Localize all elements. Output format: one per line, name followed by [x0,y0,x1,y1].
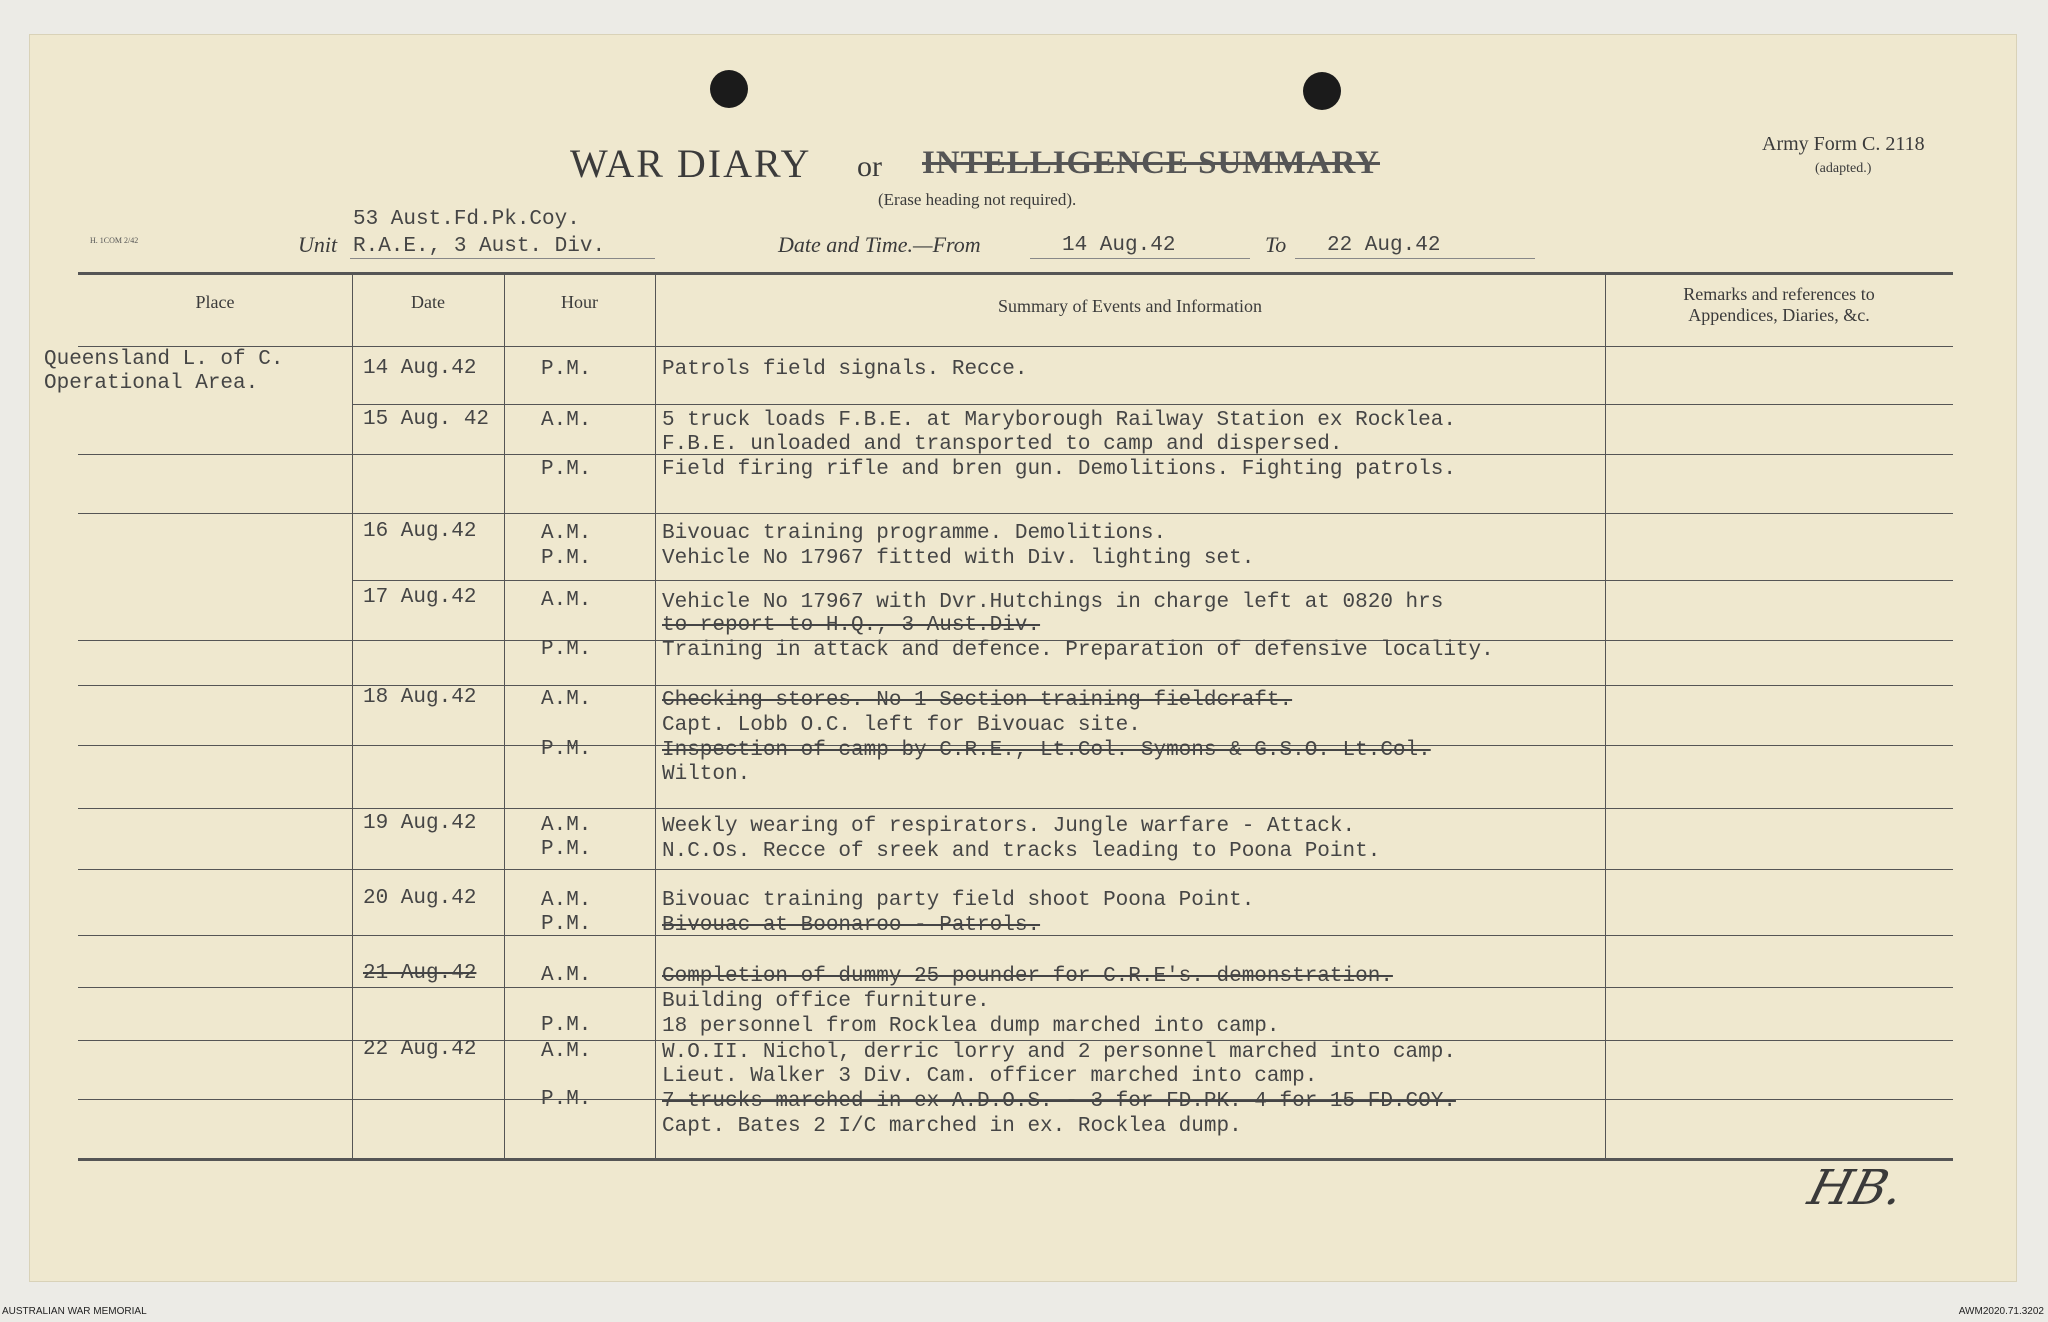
entry-summary: Patrols field signals. Recce. [662,358,1028,381]
entry-summary: Training in attack and defence. Preparation of defensive locality. [662,639,1494,662]
form-code: H. 1COM 2/42 [90,236,139,245]
entry-hour: P.M. [541,838,592,861]
date-from-underline [1030,258,1250,259]
row-rule [78,685,1953,686]
place-line2: Operational Area. [44,372,259,395]
row-rule [78,869,1953,870]
entry-hour: P.M. [541,1014,592,1037]
entry-summary: Bivouac at Boonaroo - Patrols. [662,914,1041,937]
erase-note: (Erase heading not required). [878,190,1077,209]
date-to-underline [1295,258,1535,259]
entry-summary: Checking stores. No 1 Section training fieldcraft. [662,689,1293,712]
column-header-summary: Summary of Events and Information [998,296,1262,316]
entry-summary: Building office furniture. [662,990,990,1013]
entry-date: 14 Aug.42 [363,357,477,380]
unit-name-line2: R.A.E., 3 Aust. Div. [353,235,606,258]
place-line1: Queensland L. of C. [44,348,284,371]
entry-summary: 18 personnel from Rocklea dump marched into camp. [662,1015,1280,1038]
unit-name-line1: 53 Aust.Fd.Pk.Coy. [353,208,580,231]
column-header-hour: Hour [561,292,598,312]
column-header-place: Place [195,292,235,312]
entry-summary: N.C.Os. Recce of sreek and tracks leading to Poona Point. [662,840,1381,863]
entry-hour: A.M. [541,964,592,987]
footer-institution: AUSTRALIAN WAR MEMORIAL [2,1306,147,1317]
entry-date: 20 Aug.42 [363,887,477,910]
entry-summary: W.O.II. Nichol, derric lorry and 2 personnel marched into camp. [662,1041,1456,1064]
entry-hour: A.M. [541,814,592,837]
column-header-remarks-line2: Appendices, Diaries, &c. [1688,305,1870,325]
column-header-date: Date [411,292,445,312]
entry-hour: P.M. [541,458,592,481]
title-or: or [857,150,882,183]
entry-hour: P.M. [541,1088,592,1111]
row-rule [352,580,1953,581]
entry-summary: Field firing rifle and bren gun. Demolitions. Fighting patrols. [662,458,1456,481]
entry-date: 21 Aug.42 [363,962,477,985]
entry-summary: Vehicle No 17967 fitted with Div. lighting set. [662,547,1255,570]
officer-signature: HB. [1802,1160,1910,1216]
entry-hour: A.M. [541,522,592,545]
entry-hour: A.M. [541,1040,592,1063]
entry-hour: A.M. [541,889,592,912]
entry-summary: F.B.E. unloaded and transported to camp and dispersed. [662,433,1343,456]
unit-underline [350,258,655,259]
date-time-label: Date and Time.—From [778,232,981,257]
entry-summary: Bivouac training party field shoot Poona Point. [662,889,1255,912]
army-form-number: Army Form C. 2118 [1762,133,1925,155]
entry-summary: Bivouac training programme. Demolitions. [662,522,1167,545]
entry-hour: P.M. [541,913,592,936]
entry-hour: A.M. [541,589,592,612]
entry-hour: P.M. [541,547,592,570]
entry-summary: 7 trucks marched in ex A.D.O.S. - 3 for FD.PK. 4 for 15 FD.COY. [662,1090,1456,1113]
table-bottom-rule [78,1158,1953,1161]
row-rule [78,513,1953,514]
entry-summary: Capt. Lobb O.C. left for Bivouac site. [662,714,1141,737]
title-struck-heading: INTELLIGENCE SUMMARY [922,145,1380,181]
entry-hour: P.M. [541,738,592,761]
table-header-rule [78,346,1953,347]
entry-date: 22 Aug.42 [363,1038,477,1061]
date-from-value: 14 Aug.42 [1062,234,1176,257]
entry-date: 16 Aug.42 [363,520,477,543]
entry-date: 15 Aug. 42 [363,408,490,431]
entry-summary: Completion of dummy 25 pounder for C.R.E's. demonstration. [662,965,1393,988]
entry-hour: A.M. [541,409,592,432]
entry-date: 18 Aug.42 [363,686,477,709]
unit-label: Unit [298,232,338,257]
entry-summary: 5 truck loads F.B.E. at Maryborough Railway Station ex Rocklea. [662,409,1456,432]
entry-date: 17 Aug.42 [363,586,477,609]
column-header-remarks-line1: Remarks and references to [1683,284,1875,304]
entry-hour: A.M. [541,688,592,711]
entry-summary: Capt. Bates 2 I/C marched in ex. Rocklea dump. [662,1115,1242,1138]
entry-hour: P.M. [541,638,592,661]
entry-summary: Inspection of camp by C.R.E., Lt.Col. Symons & G.S.O. Lt.Col. [662,739,1431,762]
entry-summary: Weekly wearing of respirators. Jungle warfare - Attack. [662,815,1356,838]
table-top-rule [78,272,1953,275]
punch-hole-right [1303,72,1341,110]
entry-date: 19 Aug.42 [363,812,477,835]
date-to-value: 22 Aug.42 [1327,234,1441,257]
punch-hole-left [710,70,748,108]
row-rule [352,404,1953,405]
row-rule [78,808,1953,809]
army-form-adapted: (adapted.) [1815,161,1872,176]
footer-accession-number: AWM2020.71.3202 [1958,1306,2044,1317]
date-to-label: To [1265,232,1287,257]
entry-summary: to report to H.Q., 3 Aust.Div. [662,614,1041,637]
entry-hour: P.M. [541,358,592,381]
entry-summary: Lieut. Walker 3 Div. Cam. officer marched into camp. [662,1065,1318,1088]
entry-summary: Vehicle No 17967 with Dvr.Hutchings in charge left at 0820 hrs [662,591,1444,614]
entry-summary: Wilton. [662,763,751,786]
page-title: WAR DIARY [570,141,812,186]
